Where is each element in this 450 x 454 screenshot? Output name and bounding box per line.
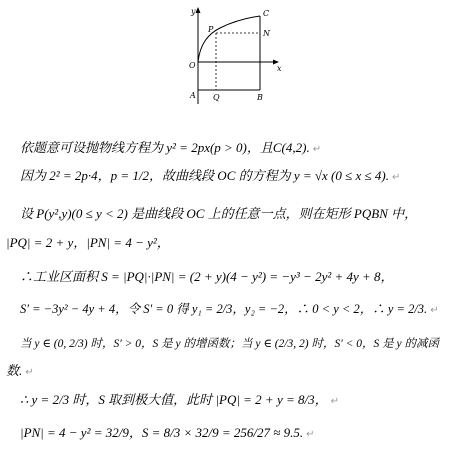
return-mark: ↵ [392, 172, 401, 183]
label-c: C [263, 9, 270, 18]
text-line-6: S′ = −3y² − 4y + 4，令 S′ = 0 得 y₁ = 2/3，y₂ = −2，∴ 0 < y < 2，∴ y = 2/3. ↵ [20, 302, 439, 316]
return-mark: ↵ [330, 396, 339, 407]
label-o: O [189, 61, 196, 70]
text-line-5: ∴工业区面积 S = |PQ|·|PN| = (2 + y)(4 − y²) = −y³ − 2y² + 4y + 8， [20, 269, 394, 284]
text-line-10: |PN| = 4 − y² = 32/9，S = 8/3 × 32/9 = 256/27 ≈ 9.5. ↵ [20, 425, 315, 440]
label-n: N [263, 29, 270, 38]
text-line-3: 设 P(y²,y)(0 ≤ y < 2) 是曲线段 OC 上的任意一点，则在矩形 PQBN 中， [20, 206, 418, 221]
label-x: x [277, 64, 282, 73]
text-line-2: 因为 2² = 2p·4，p = 1/2，故曲线段 OC 的方程为 y = √x (0 ≤ x ≤ 4). ↵ [20, 168, 401, 183]
text-line-1: 依题意可设抛物线方程为 y² = 2px(p > 0)，且C(4,2). ↵ [20, 140, 322, 155]
label-q: Q [213, 93, 220, 102]
label-b: B [257, 93, 263, 102]
y-axis-arrow [196, 7, 201, 13]
parabola-figure [178, 4, 288, 114]
return-mark: ↵ [430, 305, 439, 316]
return-mark: ↵ [25, 367, 34, 378]
text-line-7: 当 y ∈ (0, 2/3) 时，S′ > 0，S 是 y 的增函数；当 y ∈ (2/3, 2) 时，S′ < 0，S 是 y 的减函 [20, 338, 439, 350]
text-line-4: |PQ| = 2 + y，|PN| = 4 − y²， [6, 235, 170, 250]
text-line-9: ∴ y = 2/3 时，S 取到极大值，此时 |PQ| = 2 + y = 8/3， ↵ [20, 392, 339, 407]
return-mark: ↵ [312, 144, 322, 155]
text-line-8: 数. ↵ [6, 363, 34, 378]
label-p: P [208, 25, 214, 34]
return-mark: ↵ [306, 429, 315, 440]
label-y: y [191, 7, 196, 16]
curve-oc [198, 16, 260, 62]
label-a: A [190, 91, 196, 100]
